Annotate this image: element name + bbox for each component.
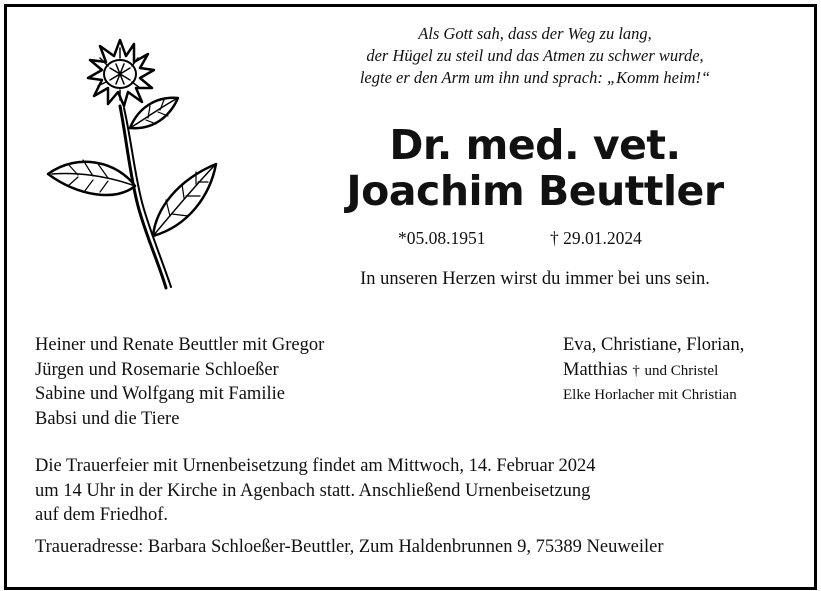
poem-line: legte er den Arm um ihn und sprach: „Komm heim!“ xyxy=(359,68,711,87)
list-item: Elke Horlacher mit Christian xyxy=(563,387,737,403)
list-item: Eva, Christiane, Florian, xyxy=(563,335,745,355)
mourning-address: Traueradresse: Barbara Schloeßer-Beuttler, Zum Haldenbrunnen 9, 75389 Neuweiler xyxy=(35,537,664,557)
birth-date: *05.08.1951 xyxy=(398,228,486,248)
name-full: Joachim Beuttler xyxy=(346,167,724,215)
ceremony-line: Die Trauerfeier mit Urnenbeisetzung findet am Mittwoch, 14. Februar 2024 xyxy=(35,456,596,476)
list-item: Jürgen und Rosemarie Schloeßer xyxy=(35,359,279,380)
ceremony-line: um 14 Uhr in der Kirche in Agenbach statt. Anschließend Urnenbeisetzung xyxy=(35,480,591,501)
poem-line: Als Gott sah, dass der Weg zu lang, xyxy=(418,24,652,43)
poem-line: der Hügel zu steil und das Atmen zu schwer wurde, xyxy=(366,46,704,65)
mourners-left xyxy=(35,333,324,431)
list-item: Babsi und die Tiere xyxy=(35,408,180,429)
motto: In unseren Herzen wirst du immer bei uns sein. xyxy=(360,269,710,289)
ceremony-text xyxy=(35,454,596,528)
list-item-tail: und Christel xyxy=(644,362,719,379)
ceremony-line: auf dem Friedhof. xyxy=(35,505,169,525)
death-date: † 29.01.2024 xyxy=(550,228,642,248)
mourners-right xyxy=(563,333,744,408)
sunflower-icon xyxy=(38,36,218,296)
list-item-name: Matthias xyxy=(563,359,628,380)
name-title: Dr. med. vet. xyxy=(389,121,681,169)
poem xyxy=(300,23,770,89)
deceased-name xyxy=(300,122,770,214)
list-item: Heiner und Renate Beuttler mit Gregor xyxy=(35,335,325,355)
list-item xyxy=(563,358,744,384)
list-item: Sabine und Wolfgang mit Familie xyxy=(35,384,285,404)
deceased-mark: † xyxy=(632,362,640,379)
